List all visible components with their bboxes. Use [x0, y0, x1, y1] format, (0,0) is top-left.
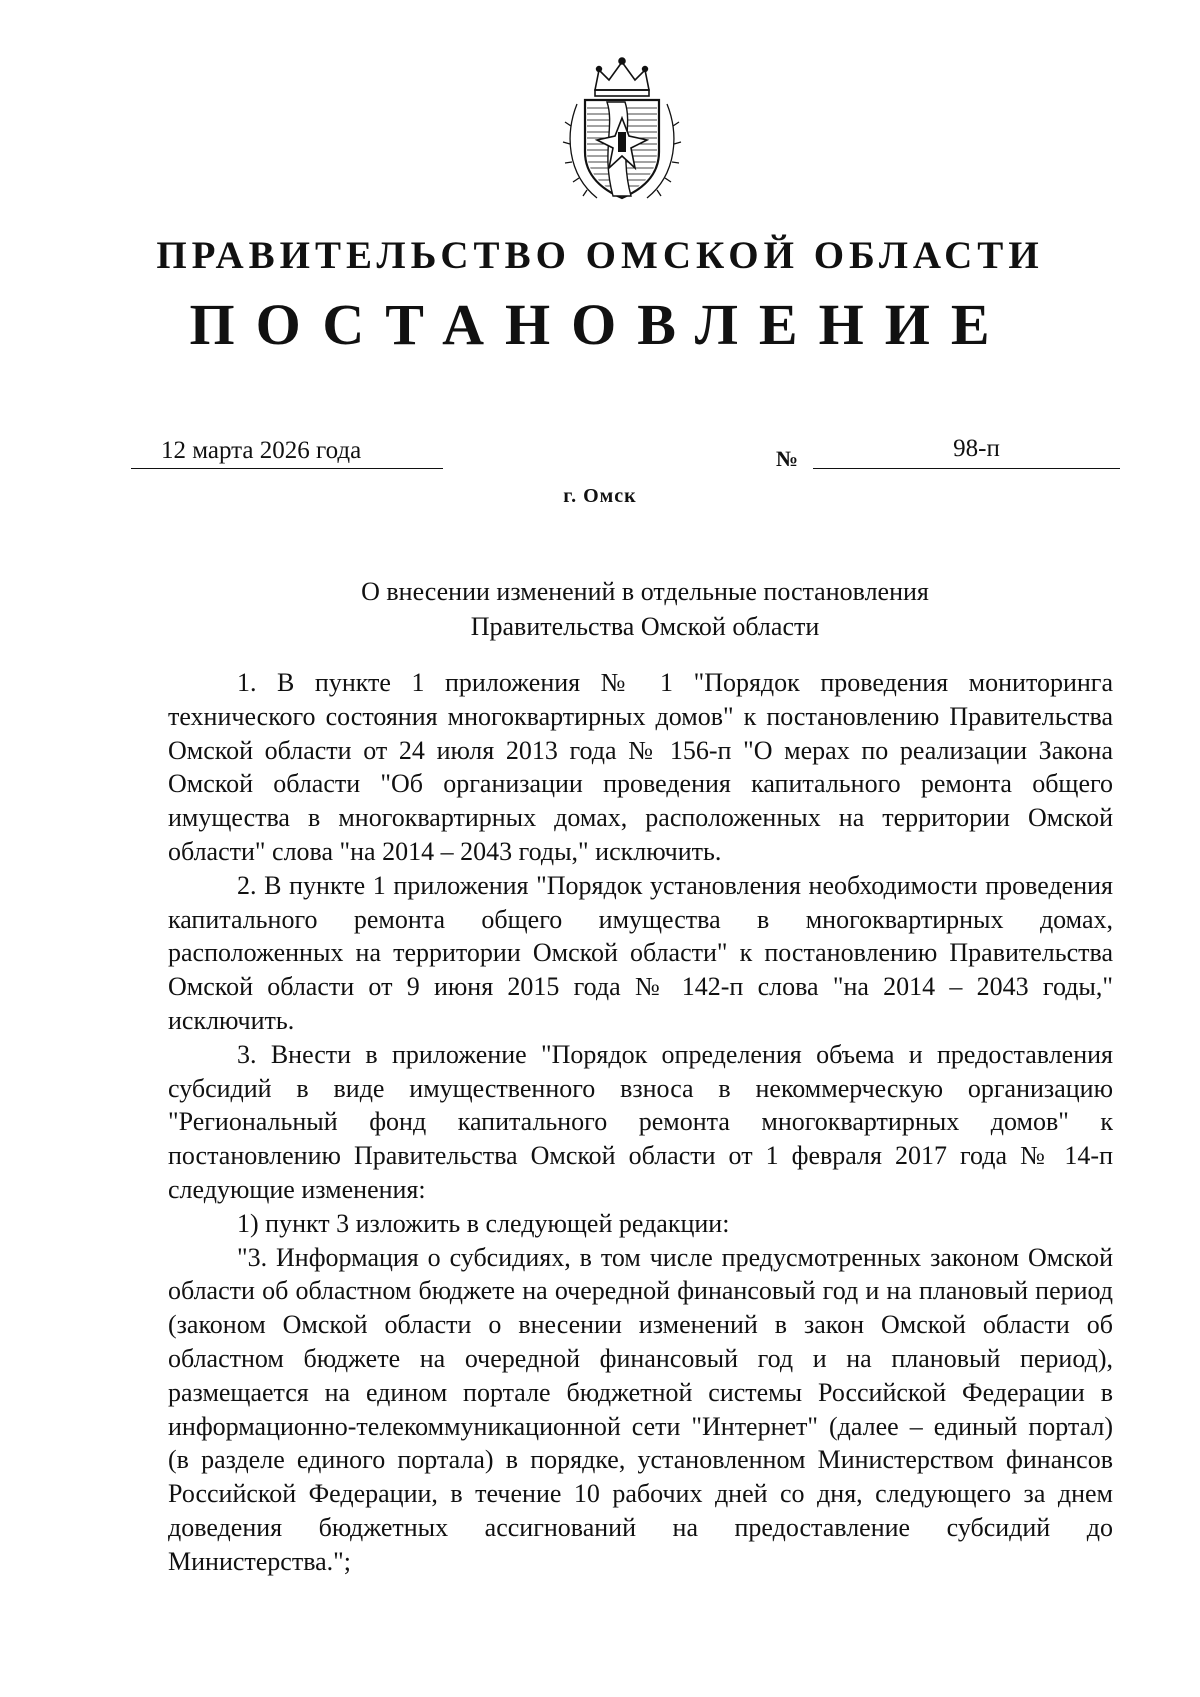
city-name: г. Омск	[563, 485, 637, 507]
paragraph-4: 1) пункт 3 изложить в следующей редакции:	[237, 1208, 730, 1238]
subject-line-1: О внесении изменений в отдельные постановления	[361, 577, 929, 606]
document-date-field	[131, 434, 443, 469]
omsk-region-coat-of-arms-icon	[557, 56, 687, 206]
paragraph-2: 2. В пункте 1 приложения "Порядок установления необходимости проведения капитального ремонта общего имущества в многоквартирных домах, расположенных на территории Омской области" к постановлению Правительства Омской области от 9 июня 2015 года № 142-п слова "на 2014 – 2043 годы," исключить.	[168, 870, 1113, 1035]
document-number-label: №	[776, 446, 799, 471]
government-title: ПРАВИТЕЛЬСТВО ОМСКОЙ ОБЛАСТИ	[156, 234, 1044, 277]
document-date: 12 марта 2026 года	[161, 437, 362, 464]
document-subject	[0, 574, 1200, 644]
paragraph-1: 1. В пункте 1 приложения № 1 "Порядок проведения мониторинга технического состояния многоквартирных домов" к постановлению Правительства Омской области от 24 июля 2013 года № 156-п "О мерах по реализации Закона Омской области "Об организации проведения капитального ремонта общего имущества в многоквартирных домах, расположенных на территории Омской области" слова "на 2014 – 2043 годы," исключить.	[168, 668, 1113, 866]
document-number: 98-п	[953, 435, 1000, 462]
document-type-title: ПОСТАНОВЛЕНИЕ	[189, 292, 1011, 357]
document-number-field	[813, 430, 1120, 469]
paragraph-3: 3. Внести в приложение "Порядок определения объема и предоставления субсидий в виде имущественного взноса в некоммерческую организацию "Региональный фонд капитального ремонта многоквартирных домов" к постановлению Правительства Омской области от 1 февраля 2017 года № 14-п следующие изменения:	[168, 1039, 1113, 1204]
document-body	[168, 666, 1113, 1579]
paragraph-5: "3. Информация о субсидиях, в том числе предусмотренных законом Омской области об областном бюджете на очередной финансовый год и на плановый период (законом Омской области о внесении изменений в закон Омской области об областном бюджете на очередной финансовый год и на плановый период), размещается на едином портале бюджетной системы Российской Федерации в информационно-телекоммуникационной сети "Интернет" (далее – единый портал) (в разделе единого портала) в порядке, установленном Министерством финансов Российской Федерации, в течение 10 рабочих дней со дня, следующего за днем доведения бюджетных ассигнований на предоставление субсидий до Министерства.";	[168, 1242, 1113, 1576]
subject-line-2: Правительства Омской области	[470, 612, 820, 641]
